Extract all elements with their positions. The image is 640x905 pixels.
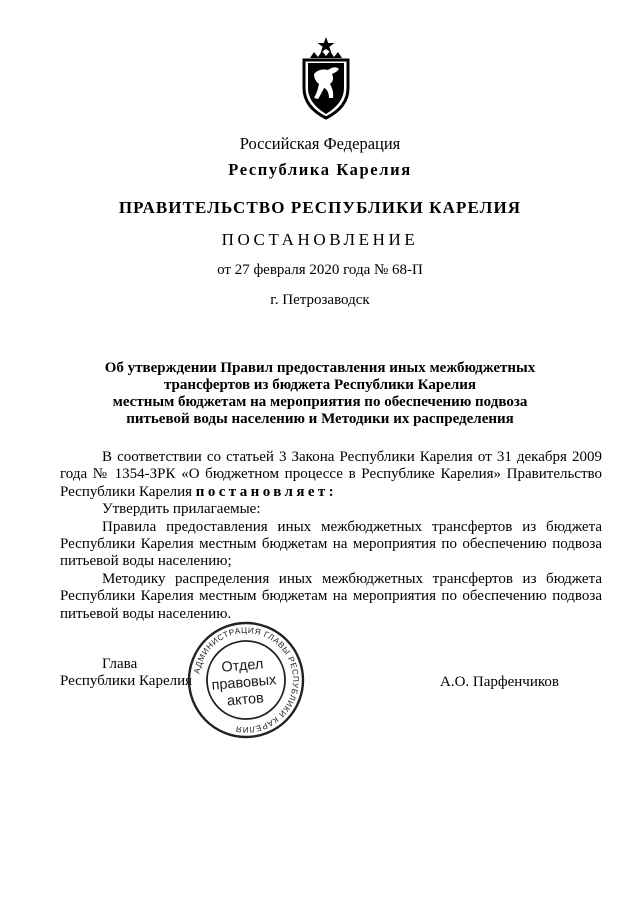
stamp-line: Отдел — [220, 656, 265, 676]
title-line: местным бюджетам на мероприятия по обеспечению подвоза — [112, 394, 528, 410]
position-line: Республики Карелия — [60, 673, 193, 690]
government-name: ПРАВИТЕЛЬСТВО РЕСПУБЛИКИ КАРЕЛИЯ — [118, 198, 522, 217]
stamp-ring-text: АДМИНИСТРАЦИЯ ГЛАВЫ РЕСПУБЛИКИ КАРЕЛИЯ — [192, 625, 301, 735]
preamble-text: В соответствии со статьей 3 Закона Республики Карелия от 31 декабря 2009 года № 1354-ЗРК «О бюджетном процессе в Республике Карелия» Правительство Республики Карелия — [60, 449, 602, 500]
document-city: г. Петрозаводск — [270, 292, 370, 308]
position-line: Глава — [102, 656, 138, 672]
signatory-position — [60, 656, 192, 691]
document-date-number: от 27 февраля 2020 года № 68-П — [217, 262, 423, 278]
paragraph-approve: Утвердить прилагаемые: — [102, 501, 261, 518]
paragraph-preamble — [60, 449, 602, 501]
document-body — [60, 449, 602, 623]
country-name: Российская Федерация — [239, 134, 401, 153]
stamp-line: правовых — [210, 672, 278, 694]
title-line: трансфертов из бюджета Республики Карелия — [163, 377, 477, 393]
paragraph-rules: Правила предоставления иных межбюджетных трансфертов из бюджета Республики Карелия местным бюджетам на мероприятия по обеспечению подвоза питьевой воды населению; — [60, 518, 602, 570]
stamp-center-text — [206, 655, 282, 712]
document-title — [60, 360, 580, 428]
document-type: ПОСТАНОВЛЕНИЕ — [221, 230, 419, 249]
stamp-line: актов — [226, 690, 265, 710]
signatory-name: А.О. Парфенчиков — [440, 674, 559, 690]
karelia-coat-of-arms-icon — [296, 36, 356, 120]
title-line: питьевой воды населению и Методики их распределения — [126, 411, 514, 427]
decree-word: постановляет: — [195, 483, 338, 500]
republic-name: Республика Карелия — [228, 160, 412, 179]
paragraph-methodology: Методику распределения иных межбюджетных трансфертов из бюджета Республики Карелия местным бюджетам на мероприятия по обеспечению подвоза питьевой воды населению. — [60, 570, 602, 622]
title-line: Об утверждении Правил предоставления иных межбюджетных — [104, 360, 536, 376]
